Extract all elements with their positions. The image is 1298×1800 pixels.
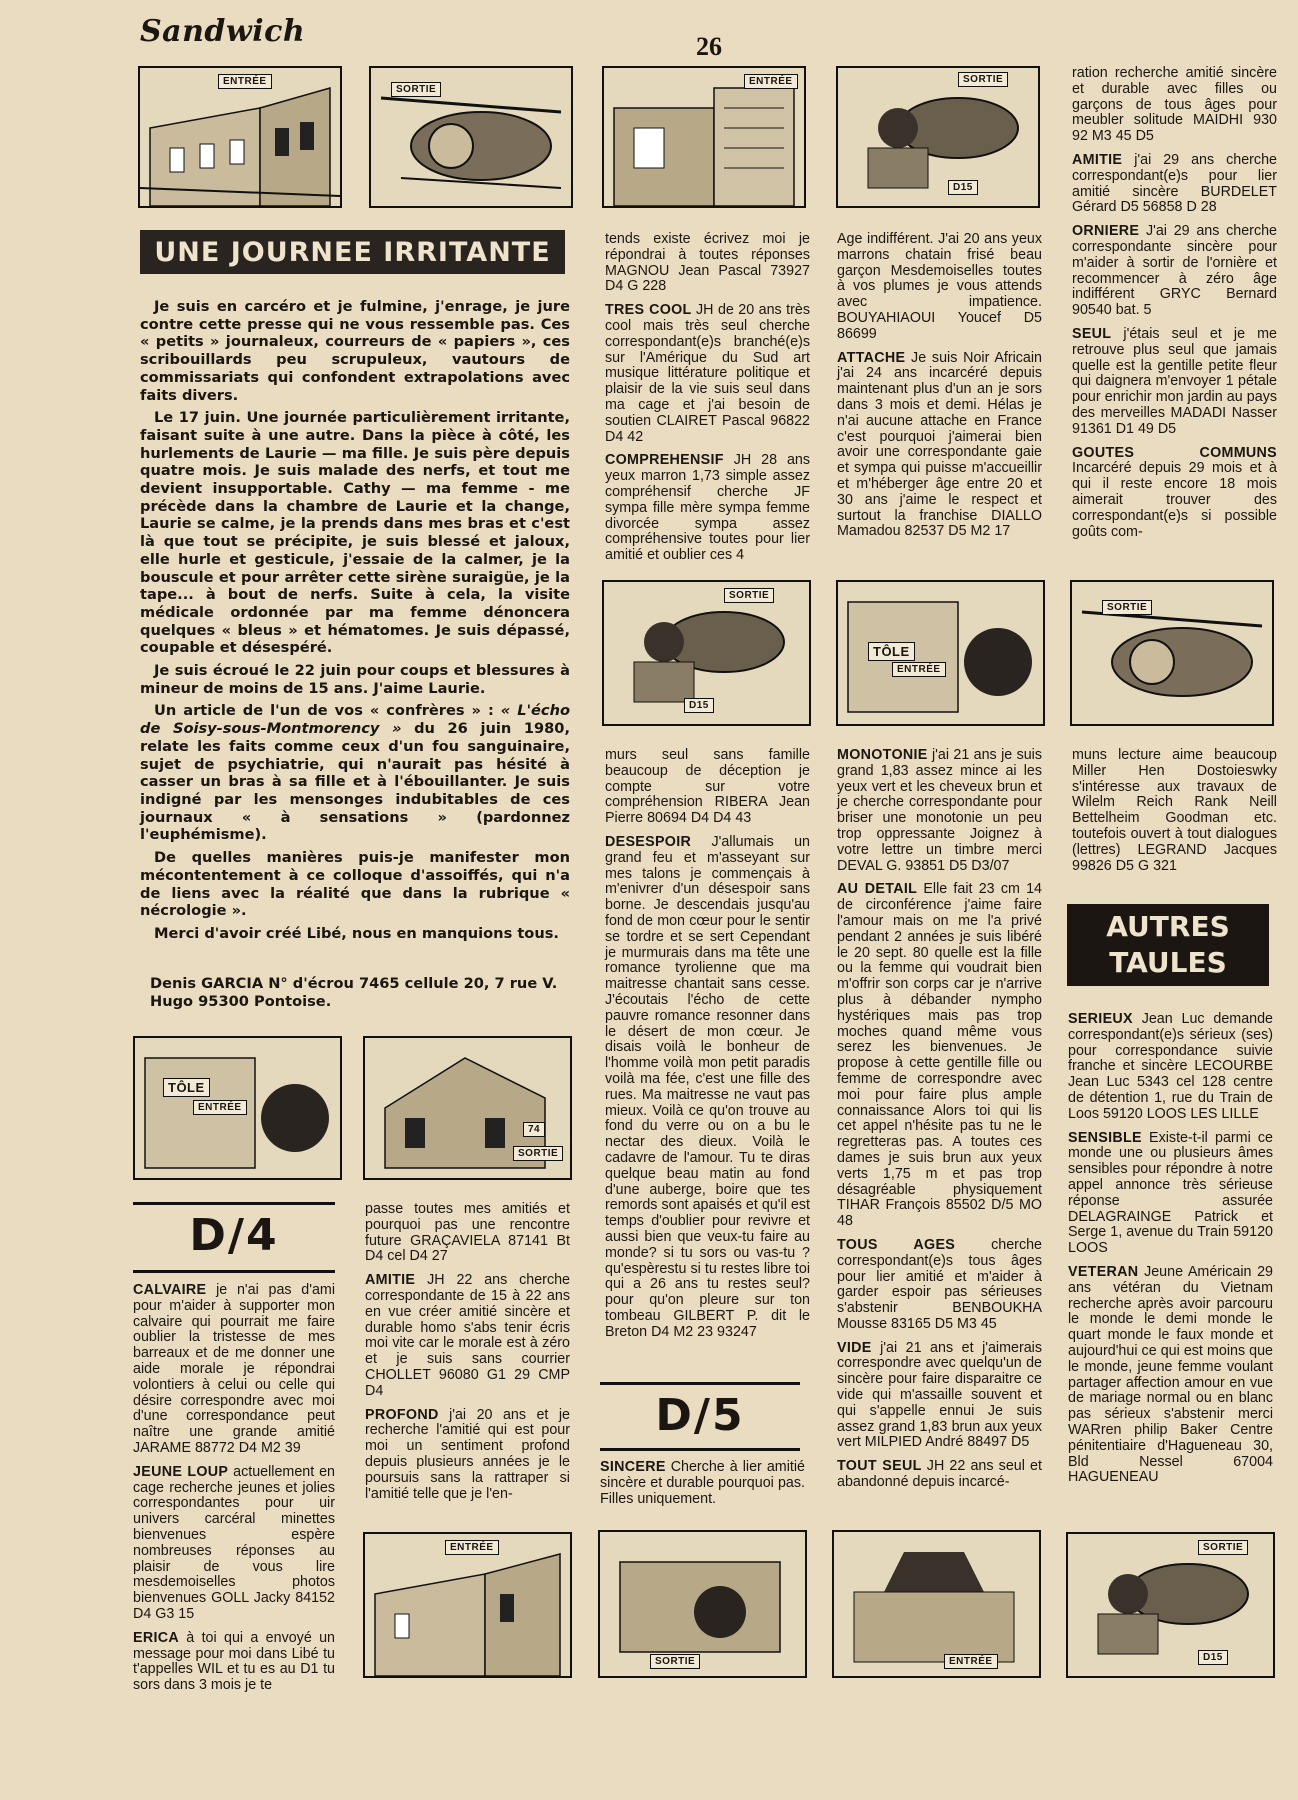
- comic-panel-helicopter-sortie: [369, 66, 573, 208]
- house-number: 74: [523, 1122, 545, 1137]
- classified-ad-continued: tends existe écrivez moi je répondrai à toutes réponses MAGNOU Jean Pascal 73927 D4 G 228: [605, 231, 810, 295]
- classified-ad: AMITIE JH 22 ans cherche correspondante de 15 à 22 ans en vue créer amitié sincère et durable homo s'abs tenir écris moi vite car le morale est à zéro et je suis sans courrier CHOLLET 96080 G1 29 CMP D4: [365, 1272, 570, 1399]
- classified-ad: COMPREHENSIF JH 28 ans yeux marron 1,73 simple assez compréhensif cherche JF sympa fille mère sympa femme divorcée sympa assez compréhensive toutes pour lier amitié et oublier ces 4: [605, 452, 810, 564]
- sortie-sign: SORTIE: [1198, 1540, 1248, 1555]
- comic-panel-rider-sortie: [1066, 1532, 1275, 1678]
- editorial-paragraph: Merci d'avoir créé Libé, nous en manquions tous.: [154, 924, 559, 942]
- classified-ad: SENSIBLE Existe-t-il parmi ce monde une ou plusieurs âmes sensibles pour répondre à notre appel annonce très sérieuse réponse assurée DELAGRAINGE Patrick et Serge 1, avenue du Train 59120 LOOS: [1068, 1129, 1273, 1257]
- d15-plate: D15: [948, 180, 978, 195]
- column-d4-left: [133, 1283, 335, 1702]
- comic-panel-building-entree: [602, 66, 806, 208]
- column-5-bottom: [1068, 1012, 1273, 1494]
- classified-ad-continued: Age indifférent. J'ai 20 ans yeux marrons chatain frisé beau garçon Mesdemoiselles toutes à vos plumes je vous attends avec impatience. BOUYAHIAOUI Youcef D5 86699: [837, 231, 1042, 342]
- classified-ad: ATTACHE Je suis Noir Africain j'ai 24 ans incarcéré depuis maintenant plus d'un an je sors dans 3 mois et demi. Hélas je n'ai aucune attache en France c'est pourquoi j'aimerai bien avoir une correspondante gaie et sympa qui puisse m'accueillir et m'héberger âge entre 20 et 30 ans j'aime le respect et surtout la franchise DIALLO Mamadou 82537 D5 M2 17: [837, 349, 1042, 540]
- sortie-sign: SORTIE: [1102, 600, 1152, 615]
- section-rule: [600, 1448, 800, 1451]
- comic-panel-tole-entree: [836, 580, 1045, 726]
- column-4-top: [837, 232, 1042, 548]
- comic-panel-street-entree: [363, 1532, 572, 1678]
- classified-ad: MONOTONIE j'ai 21 ans je suis grand 1,83 assez mince ai les yeux vert et les cheveux brun et je cherche correspondante pour briser une monotonie un peu trop oppressante Joignez à votre lettre un timbre merci DEVAL G. 93851 D5 D3/07: [837, 747, 1042, 874]
- entree-sign: ENTRÉE: [193, 1100, 247, 1115]
- entree-sign: ENTRÉE: [944, 1654, 998, 1669]
- entree-sign: ENTRÉE: [892, 662, 946, 677]
- classified-ad: SINCERE Cherche à lier amitié sincère et durable pourquoi pas. Filles uniquement.: [600, 1459, 805, 1507]
- editorial-paragraph: Je suis écroué le 22 juin pour coups et blessures à mineur de moins de 15 ans. J'aime Laurie.: [140, 662, 570, 697]
- tole-sign: TÔLE: [163, 1078, 210, 1097]
- comic-panel-sortie-gate: [598, 1530, 807, 1678]
- entree-sign: ENTRÉE: [218, 74, 272, 89]
- sortie-sign: SORTIE: [724, 588, 774, 603]
- entree-sign: ENTRÉE: [744, 74, 798, 89]
- comic-panel-helicopter-sortie: [1070, 580, 1274, 726]
- entree-sign: ENTRÉE: [445, 1540, 499, 1555]
- column-5-top: [1072, 66, 1277, 548]
- editorial-signature: Denis GARCIA N° d'écrou 7465 cellule 20, 7 rue V. Hugo 95300 Pontoise.: [150, 975, 558, 1010]
- d15-plate: D15: [1198, 1650, 1228, 1665]
- section-d5-heading: D/5: [655, 1390, 745, 1441]
- editorial-paragraph: De quelles manières puis-je manifester mon mécontentement à ce colloque d'assoiffés, qui n'a de liens avec la réalité que dans la rubrique « nécrologie ».: [140, 849, 570, 920]
- column-5-mid: [1072, 748, 1277, 882]
- section-rule: [133, 1270, 335, 1273]
- comic-panel-tole-entree: [133, 1036, 342, 1180]
- classified-ad: TOUS AGES cherche correspondant(e)s tous âges pour lier amitié et m'aider à garder espoir pas sérieuses s'abstenir BENBOUKHA Mousse 83165 D5 M3 45: [837, 1236, 1042, 1332]
- sortie-sign: SORTIE: [958, 72, 1008, 87]
- section-rule: [600, 1382, 800, 1385]
- classified-ad: VIDE j'ai 21 ans et j'aimerais correspondre avec quelqu'un de sincère pour faire disparaitre ce vide qui m'assaille souvent et qui s'appelle ennui Je suis assez grand 1,83 brun aux yeux vert MILPIED André 88497 D5: [837, 1339, 1042, 1451]
- editorial-paragraph: Le 17 juin. Une journée particulièrement irritante, faisant suite à une autre. Dans la pièce à côté, les hurlements de Laurie — ma fille. Je suis père depuis quatre mois. Je suis malade des nerfs, et tout me devient insupportable. Cathy — ma femme - me précède dans la chambre de Laurie et la change, Laurie se calme, je la prends dans mes bras et c'est là que tout se précipite, je suis blessé et jaloux, elle hurle et gesticule, j'essaie de la calmer, je la bouscule et pour arrêter cette sirène suraigüe, je la tape... à bout de nerfs. Suite à cela, la visite médicale ordonnée par ma femme dénoncera quelques « bleus » et hématomes. Je suis dépassé, coupable et désespéré.: [140, 409, 570, 657]
- classified-ad: SERIEUX Jean Luc demande correspondant(e)s sérieux (ses) pour correspondance suivie franche et sincère LECOURBE Jean Luc 5343 cel 128 centre de détention 1, rue du Train de Loos 59120 LOOS LES LILLE: [1068, 1011, 1273, 1122]
- classified-ad: GOUTES COMMUNS Incarcéré depuis 29 mois et à qui il reste encore 18 mois aimerait trouver des correspondant(e)s si possible goûts com-: [1072, 444, 1277, 540]
- d15-plate: D15: [684, 698, 714, 713]
- sortie-sign: SORTIE: [391, 82, 441, 97]
- column-3-mid: [605, 748, 810, 1348]
- comic-panel-rider-sortie: [602, 580, 811, 726]
- classified-ad: ORNIERE J'ai 29 ans cherche correspondante sincère pour m'aider à sortir de l'ornière et recommencer à zéro âge indifférent GRYC Bernard 90540 bat. 5: [1072, 223, 1277, 319]
- classified-ad: ERICA à toi qui a envoyé un message pour moi dans Libé tu t'appelles WIL et tu es au D1 tu sors dans 3 mois je te: [133, 1629, 335, 1694]
- column-3-bottom: [600, 1460, 805, 1515]
- classified-ad-continued: muns lecture aime beaucoup Miller Hen Dostoieswky s'intéresse aux travaux de Wilelm Reich Rank Neill Bettelheim Goodman etc. toutefois ouvert à tout dialogues (lettres) LEGRAND Jacques 99826 D5 G 321: [1072, 747, 1277, 874]
- classified-ad: TRES COOL JH de 20 ans très cool mais très seul cherche correspondant(e)s branché(e)s sur l'Amérique du Sud art musique littérature politique et plaisir de la vie suis seul dans ma cage et j'ai besoin de soutien CLAIRET Pascal 96822 D4 42: [605, 302, 810, 445]
- tole-sign: TÔLE: [868, 642, 915, 661]
- section-d4-heading: D/4: [189, 1210, 279, 1261]
- editorial-paragraph: Je suis en carcéro et je fulmine, j'enrage, je jure contre cette presse qui ne vous ressemble pas. Ces « petits » journaleux, courreurs de « papiers », ces scribouillards peu scrupuleux, vautours de commissariats qui confondent extrapolations avec faits divers.: [140, 298, 570, 404]
- classified-ad-continued: passe toutes mes amitiés et pourquoi pas une rencontre future GRAÇAVIELA 87141 Bt D4 cel D4 27: [365, 1201, 570, 1265]
- classified-ad: PROFOND j'ai 20 ans et je recherche l'amitié qui est pour moi un sentiment profond depuis plusieurs années je le poursuis sans la rattraper si l'amitié telle que je l'en-: [365, 1406, 570, 1502]
- column-d4-right: [365, 1202, 570, 1510]
- section-rule: [133, 1202, 335, 1205]
- classified-ad: CALVAIRE je n'ai pas d'ami pour m'aider à supporter mon calvaire qui pourrait me faire oublier la tristesse de mes barreaux et de me donner une aide morale je répondrai volontiers à celui ou celle qui désire correspondre avec moi d'une correspondance peut naître une grande amitié JARAME 88772 D4 M2 39: [133, 1282, 335, 1456]
- classified-ad: DESESPOIR J'allumais un grand feu et m'asseyant sur mes talons je commençais à m'enivrer d'un désespoir sans borne. Je descendais jusqu'au fond de mon cœur pour le sentir se tordre et se sert Cependant je murmurais dans ma tête une romance tyrolienne que ma maitresse chantait sans cesse. J'écoutais l'écho de cette pauvre romance resonner dans le désert de mon cœur. Je disais voilà le bonheur de l'homme voilà mon petit paradis voilà ma fée, c'est une fille des rues. Ma maitresse ne vaut pas mieux. Voilà ce qu'on trouve au fond du verre ou on a bu le nectar des dieux. Voilà le cadavre de l'amour. Tu te diras quelque beau matin au fond d'une auberge, boire que tes remords sont apaisés et qu'il est temps d'oublier pour revivre et aussi bien que veux-tu faire au monde? si tu sors ou vas-tu ? qu'espèrestu si tu restes libre toi qui a 26 ans tu restes seul? pour qu'on pleure sur ton tombeau GILBERT P. dit le Breton D4 M2 23 93247: [605, 833, 810, 1340]
- column-4-mid: [837, 748, 1042, 1499]
- classified-ad: JEUNE LOUP actuellement en cage recherche jeunes et jolies correspondantes pour uir univers carcéral minettes bienvenues espère nombreuses réponses au plaisir de vous lire mesdemoiselles photos bienvenues GOLL Jacky 84152 D4 G3 15: [133, 1463, 335, 1622]
- sortie-sign: SORTIE: [513, 1146, 563, 1161]
- section-autres-taules-heading: AUTRES TAULES: [1067, 904, 1269, 986]
- classified-ad-continued: ration recherche amitié sincère et durable avec filles ou garçons de tous âges pour meubler solitude MAIDHI 930 92 M3 45 D5: [1072, 65, 1277, 145]
- sortie-sign: SORTIE: [650, 1654, 700, 1669]
- comic-panel-lamp-entree: [832, 1530, 1041, 1678]
- classified-ad: SEUL j'étais seul et je me retrouve plus seul que jamais quelle est la gentille petite fleur qui daignera m'envoyer 1 pétale pour enrichir mon jardin au pays des merveilles MADADI Nasser 91361 D1 49 D5: [1072, 325, 1277, 437]
- masthead: Sandwich: [140, 14, 306, 49]
- editorial-paragraph: Un article de l'un de vos « confrères » : « L'écho de Soisy-sous-Montmorency » du 26 juin 1980, relate les faits comme ceux d'un fou sanguinaire, sujet de psychiatrie, qui n'aurait pas hésité à casser un bras à sa fille et à l'ébouillanter. Je suis indigné par les mensonges indubitables de ces journaux « à sensations » (pardonnez l'euphémisme).: [140, 702, 570, 844]
- classified-ad-continued: murs seul sans famille beaucoup de déception je compte sur votre compréhension RIBERA Jean Pierre 80694 D4 D4 43: [605, 747, 810, 827]
- classified-ad: TOUT SEUL JH 22 ans seul et abandonné depuis incarcé-: [837, 1458, 1042, 1491]
- page-number: 26: [696, 32, 722, 61]
- comic-panel-street-entree: [138, 66, 342, 208]
- classified-ad: VETERAN Jeune Américain 29 ans vétéran du Vietnam recherche après avoir parcouru le monde le demi monde le quart monde le faux monde et aujourd'hui ce qui est moins que le monde, jeune femme voulant partager affection amour en vue de mariage normal ou en blanc pas sérieux s'abstenir merci WARren philip Baker Centre pénitentiaire d'Hagueneau 30, Bld Nessel 67004 HAGUENEAU: [1068, 1263, 1273, 1486]
- comic-panel-houses-sortie: [363, 1036, 572, 1180]
- editorial-title: UNE JOURNEE IRRITANTE: [140, 230, 565, 274]
- comic-panel-rider-sortie: [836, 66, 1040, 208]
- column-3-top: [605, 232, 810, 572]
- editorial-body: [140, 298, 570, 948]
- classified-ad: AU DETAIL Elle fait 23 cm 14 de circonférence j'aime faire l'amour mais on me l'a privé pendant 2 années je suis libéré le 20 sept. 80 quelle est la fille ou la femme qui voudrait bien m'offrir son corps car je n'arrive plus à débander nympho hystériques mais pas trop moches quand même vous serez les bienvenues. Je propose à cette gentille fille ou femme de correspondre avec moi pour faire plus ample connaissance Alors toi qui lis cet appel n'hésite pas tu ne le regretteras pas. A toutes ces dames je suis brun aux yeux verts 1,75 m et pas trop désagréable physiquement TIHAR François 85502 D/5 MO 48: [837, 881, 1042, 1230]
- classified-ad: AMITIE j'ai 29 ans cherche correspondant(e)s pour lier amitié sincère BURDELET Gérard D5 56858 D 28: [1072, 151, 1277, 216]
